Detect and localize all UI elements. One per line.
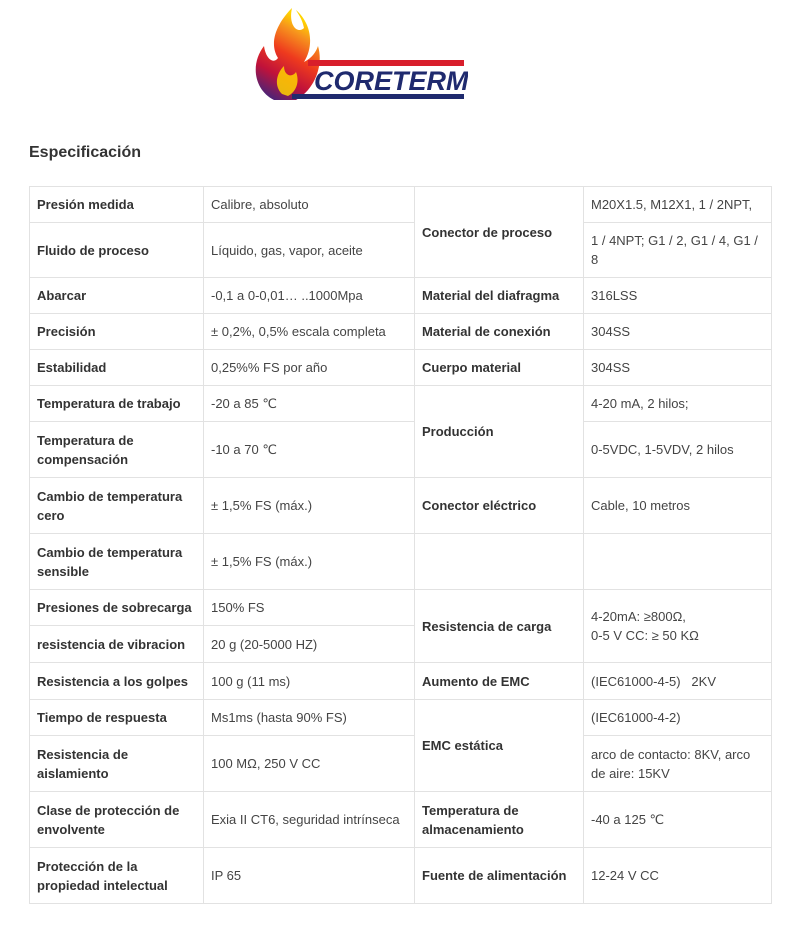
table-row bbox=[30, 187, 772, 223]
spec-value: 20 g (20-5000 HZ) bbox=[204, 626, 415, 663]
spec-value-line: 0-5 V CC: ≥ 50 KΩ bbox=[591, 628, 699, 643]
spec-value: 4-20 mA, 2 hilos; bbox=[584, 386, 772, 422]
spec-label: resistencia de vibracion bbox=[30, 626, 204, 663]
spec-label: Conector eléctrico bbox=[415, 478, 584, 534]
spec-label: Protección de la propiedad intelectual bbox=[30, 848, 204, 904]
spec-value: 0-5VDC, 1-5VDV, 2 hilos bbox=[584, 422, 772, 478]
spec-label: Presión medida bbox=[30, 187, 204, 223]
spec-label: Temperatura de trabajo bbox=[30, 386, 204, 422]
spec-label: Resistencia a los golpes bbox=[30, 663, 204, 700]
spec-value: 316LSS bbox=[584, 278, 772, 314]
table-row bbox=[30, 386, 772, 422]
spec-value: ± 0,2%, 0,5% escala completa bbox=[204, 314, 415, 350]
spec-label: Cambio de temperatura sensible bbox=[30, 534, 204, 590]
spec-value: M20X1.5, M12X1, 1 / 2NPT, bbox=[584, 187, 772, 223]
spec-label: Conector de proceso bbox=[415, 187, 584, 278]
table-row bbox=[30, 478, 772, 534]
spec-value: Ms1ms (hasta 90% FS) bbox=[204, 700, 415, 736]
spec-label: Aumento de EMC bbox=[415, 663, 584, 700]
spec-value: -0,1 a 0-0,01… ..1000Mpa bbox=[204, 278, 415, 314]
spec-label: Cuerpo material bbox=[415, 350, 584, 386]
spec-value-line: 4-20mA: ≥800Ω, bbox=[591, 609, 686, 624]
spec-label: Abarcar bbox=[30, 278, 204, 314]
table-row bbox=[30, 350, 772, 386]
spec-value: Calibre, absoluto bbox=[204, 187, 415, 223]
spec-value: 100 MΩ, 250 V CC bbox=[204, 736, 415, 792]
spec-value: 100 g (11 ms) bbox=[204, 663, 415, 700]
table-row bbox=[30, 792, 772, 848]
spec-label: Material del diafragma bbox=[415, 278, 584, 314]
spec-label: Producción bbox=[415, 386, 584, 478]
spec-value: 0,25%% FS por año bbox=[204, 350, 415, 386]
spec-label: Presiones de sobrecarga bbox=[30, 590, 204, 626]
spec-label: Cambio de temperatura cero bbox=[30, 478, 204, 534]
spec-label: Resistencia de carga bbox=[415, 590, 584, 663]
spec-value: -20 a 85 ℃ bbox=[204, 386, 415, 422]
spec-label: Tiempo de respuesta bbox=[30, 700, 204, 736]
spec-value: Líquido, gas, vapor, aceite bbox=[204, 223, 415, 278]
logo-wordmark: CORETERM bbox=[314, 66, 468, 96]
spec-label: Fluido de proceso bbox=[30, 223, 204, 278]
table-row bbox=[30, 848, 772, 904]
spec-value: 150% FS bbox=[204, 590, 415, 626]
spec-value: 12-24 V CC bbox=[584, 848, 772, 904]
spec-label: EMC estática bbox=[415, 700, 584, 792]
spec-label: Temperatura de compensación bbox=[30, 422, 204, 478]
spec-value: 304SS bbox=[584, 314, 772, 350]
spec-value: arco de contacto: 8KV, arco de aire: 15KV bbox=[584, 736, 772, 792]
table-row bbox=[30, 736, 772, 792]
empty-cell bbox=[584, 534, 772, 590]
spec-value: ± 1,5% FS (máx.) bbox=[204, 478, 415, 534]
table-row bbox=[30, 590, 772, 626]
spec-value: IP 65 bbox=[204, 848, 415, 904]
spec-value bbox=[584, 590, 772, 663]
spec-value: (IEC61000-4-5) 2KV bbox=[584, 663, 772, 700]
spec-value: 304SS bbox=[584, 350, 772, 386]
spec-value: Exia II CT6, seguridad intrínseca bbox=[204, 792, 415, 848]
spec-label: Precisión bbox=[30, 314, 204, 350]
coreterm-logo bbox=[252, 6, 468, 106]
spec-value: -40 a 125 ℃ bbox=[584, 792, 772, 848]
table-row bbox=[30, 700, 772, 736]
empty-cell bbox=[415, 534, 584, 590]
table-row bbox=[30, 314, 772, 350]
spec-label: Material de conexión bbox=[415, 314, 584, 350]
table-row bbox=[30, 223, 772, 278]
spec-value: -10 a 70 ℃ bbox=[204, 422, 415, 478]
table-row bbox=[30, 278, 772, 314]
table-row bbox=[30, 534, 772, 590]
spec-label: Clase de protección de envolvente bbox=[30, 792, 204, 848]
table-row bbox=[30, 422, 772, 478]
page-title: Especificación bbox=[29, 144, 142, 161]
spec-value: 1 / 4NPT; G1 / 2, G1 / 4, G1 / 8 bbox=[584, 223, 772, 278]
spec-value: (IEC61000-4-2) bbox=[584, 700, 772, 736]
spec-label: Fuente de alimentación bbox=[415, 848, 584, 904]
specification-table bbox=[29, 186, 772, 904]
spec-value: Cable, 10 metros bbox=[584, 478, 772, 534]
spec-label: Estabilidad bbox=[30, 350, 204, 386]
spec-label: Resistencia de aislamiento bbox=[30, 736, 204, 792]
table-row bbox=[30, 663, 772, 700]
flame-logo-icon bbox=[252, 6, 468, 106]
spec-value: ± 1,5% FS (máx.) bbox=[204, 534, 415, 590]
spec-label: Temperatura de almacenamiento bbox=[415, 792, 584, 848]
